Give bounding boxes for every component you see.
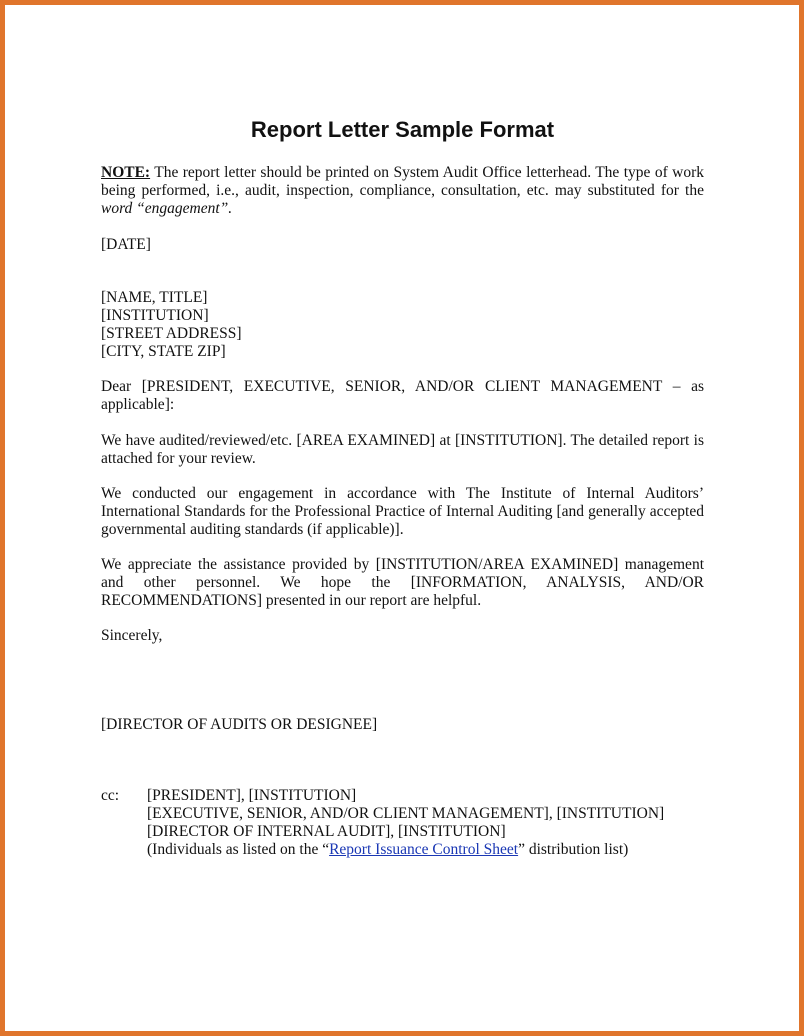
document-title: Report Letter Sample Format [250,117,555,142]
cc-section [101,787,704,867]
paragraph-standards: We conducted our engagement in accordance with The Institute of Internal Auditors’ International Standards for the Professional Practice of Internal Auditing [and generally accepted governmental auditing standards (if applicable)]. [101,485,704,538]
address-name-title: [NAME, TITLE] [101,289,208,306]
cc-list [147,787,664,859]
cc-item: [DIRECTOR OF INTERNAL AUDIT], [INSTITUTION] [147,823,506,840]
cc-note-prefix: (Individuals as listed on the “ [147,841,330,858]
recipient-address [101,289,704,361]
address-city-state-zip: [CITY, STATE ZIP] [101,343,226,360]
note-italic-text: word “engagement”. [101,200,233,217]
date-placeholder: [DATE] [101,236,151,253]
salutation: Dear [PRESIDENT, EXECUTIVE, SENIOR, AND/OR CLIENT MANAGEMENT – as applicable]: [101,378,704,413]
signature-block: [DIRECTOR OF AUDITS OR DESIGNEE] [101,716,378,733]
paragraph-appreciation: We appreciate the assistance provided by [INSTITUTION/AREA EXAMINED] management and other personnel. We hope the [INFORMATION, ANALYSIS, AND/OR RECOMMENDATIONS] presented in our report are helpful. [101,556,704,609]
cc-item: [EXECUTIVE, SENIOR, AND/OR CLIENT MANAGEMENT], [INSTITUTION] [147,805,665,822]
paragraph-audit-statement: We have audited/reviewed/etc. [AREA EXAMINED] at [INSTITUTION]. The detailed report is attached for your review. [101,432,704,467]
note-label: NOTE: [101,164,151,181]
report-issuance-control-sheet-link[interactable]: Report Issuance Control Sheet [329,841,519,858]
address-institution: [INSTITUTION] [101,307,209,324]
note-text: The report letter should be printed on System Audit Office letterhead. The type of work being performed, i.e., audit, inspection, compliance, consultation, etc. may substituted for the [101,164,704,199]
address-street: [STREET ADDRESS] [101,325,242,342]
cc-distribution-note [147,841,664,859]
cc-item: [PRESIDENT], [INSTITUTION] [147,787,357,804]
cc-label: cc: [101,787,120,804]
note-paragraph [101,164,704,218]
cc-note-suffix: ” distribution list) [518,841,629,858]
closing: Sincerely, [101,627,163,644]
